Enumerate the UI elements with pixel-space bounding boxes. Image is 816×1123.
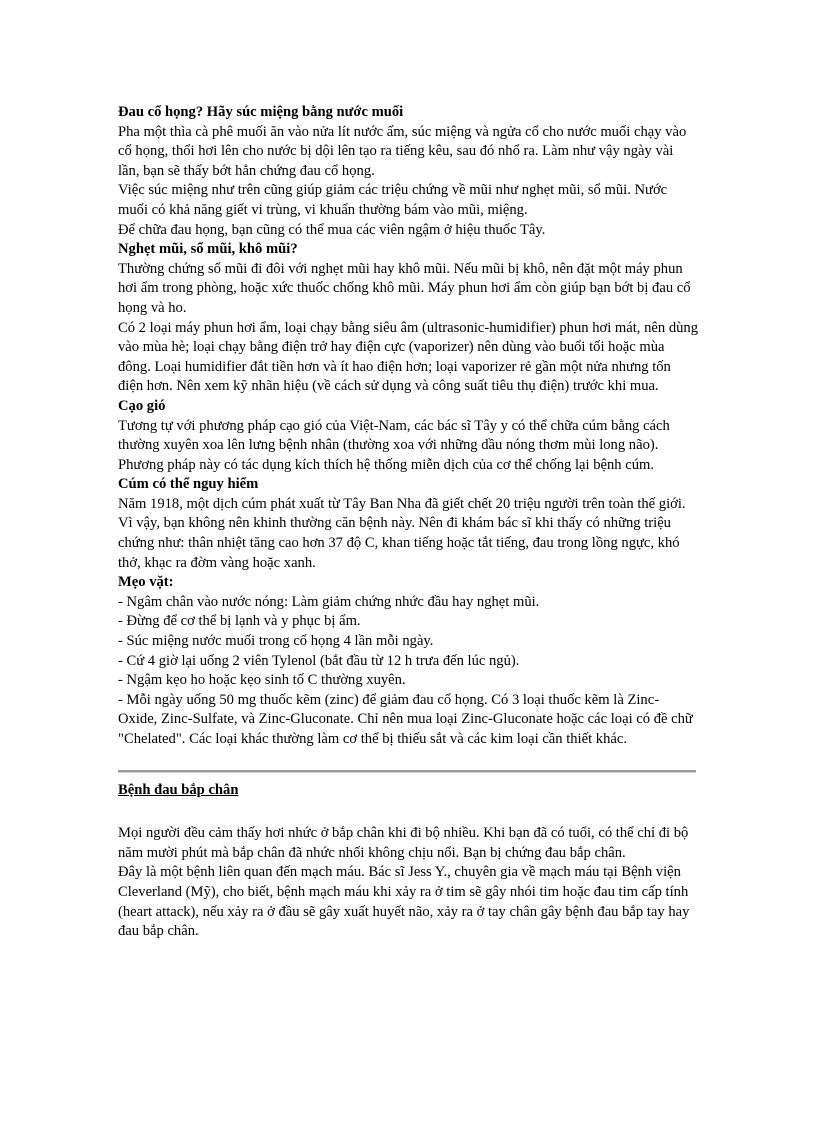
paragraph: Để chữa đau họng, bạn cũng có thể mua các viên ngậm ở hiệu thuốc Tây. xyxy=(118,221,546,238)
paragraph: Tương tự với phương pháp cạo gió của Việt-Nam, các bác sĩ Tây y có thể chữa cúm bằng cách thường xuyên xoa lên lưng bệnh nhân (thường xoa với những dầu nóng thơm mùi long não). Phương pháp này có tác dụng kích thích hệ thống miễn dịch của cơ thể chống lại bệnh cúm. xyxy=(118,417,670,473)
paragraph: Mọi người đều cảm thấy hơi nhức ở bắp chân khi đi bộ nhiều. Khi bạn đã có tuổi, có thể chỉ đi bộ năm mười phút mà bắp chân đã nhức nhối không chịu nổi. Bạn bị chứng đau bắp chân. xyxy=(118,825,689,861)
paragraph: Pha một thìa cà phê muối ăn vào nửa lít nước ấm, súc miệng và ngửa cổ cho nước muối chạy vào cổ họng, thổi hơi lên cho nước bị dội lên tạo ra tiếng kêu, sau đó nhổ ra. Làm như vậy ngày vài lần, bạn sẽ thấy bớt hẳn chứng đau cổ họng. xyxy=(118,123,687,179)
horizontal-divider xyxy=(118,770,696,773)
section-title-calf-pain: Bệnh đau bắp chân xyxy=(118,781,239,798)
paragraph: Có 2 loại máy phun hơi ẩm, loại chạy bằng siêu âm (ultrasonic-humidifier) phun hơi mát, nên dùng vào mùa hè; loại chạy bằng điện trở hay điện cực (vaporizer) nên dùng vào buổi tối hoặc mùa đông. Loại humidifier đắt tiền hơn và ít hao điện hơn; loại vaporizer rẻ gần một nửa nhưng tốn điện hơn. Nên xem kỹ nhãn hiệu (về cách sử dụng và công suất tiêu thụ điện) trước khi mua. xyxy=(118,319,699,395)
list-item: - Ngậm kẹo ho hoặc kẹo sinh tố C thường xuyên. xyxy=(118,672,406,689)
heading-flu-danger: Cúm có thể nguy hiểm xyxy=(118,476,259,493)
heading-stuffy-nose: Nghẹt mũi, sổ mũi, khô mũi? xyxy=(118,241,298,258)
paragraph: Đây là một bệnh liên quan đến mạch máu. Bác sĩ Jess Y., chuyên gia về mạch máu tại Bệnh viện Cleverland (Mỹ), cho biết, bệnh mạch máu khi xảy ra ở tim sẽ gây nhói tim hoặc đau tim cấp tính (heart attack), nếu xảy ra ở đầu sẽ gây xuất huyết não, xảy ra ở tay chân gây bệnh đau bắp tay hay đau bắp chân. xyxy=(118,864,690,940)
list-item: - Đừng để cơ thể bị lạnh và y phục bị ẩm. xyxy=(118,613,361,630)
list-item: - Cứ 4 giờ lại uống 2 viên Tylenol (bắt đầu từ 12 h trưa đến lúc ngủ). xyxy=(118,652,520,669)
document-page xyxy=(118,103,698,942)
list-item: - Súc miệng nước muối trong cổ họng 4 lần mỗi ngày. xyxy=(118,633,434,650)
list-item: - Mỗi ngày uống 50 mg thuốc kẽm (zinc) để giảm đau cổ họng. Có 3 loại thuốc kẽm là Zinc-Oxide, Zinc-Sulfate, và Zinc-Gluconate. Chỉ nên mua loại Zinc-Gluconate hoặc các loại có đề chữ "Chelated". Các loại khác thường làm cơ thể bị thiếu sắt và các kim loại cần thiết khác. xyxy=(118,691,693,747)
heading-cao-gio: Cạo gió xyxy=(118,397,166,414)
heading-tips: Mẹo vặt: xyxy=(118,574,174,591)
paragraph: Thường chứng sổ mũi đi đôi với nghẹt mũi hay khô mũi. Nếu mũi bị khô, nên đặt một máy phun hơi ẩm trong phòng, hoặc xức thuốc chống khô mũi. Máy phun hơi ẩm còn giúp bạn bớt bị đau cổ họng và ho. xyxy=(118,260,691,316)
heading-sore-throat: Đau cổ họng? Hãy súc miệng bằng nước muối xyxy=(118,104,404,120)
list-item: - Ngâm chân vào nước nóng: Làm giảm chứng nhức đầu hay nghẹt mũi. xyxy=(118,593,540,610)
paragraph: Việc súc miệng như trên cũng giúp giảm các triệu chứng về mũi như nghẹt mũi, sổ mũi. Nước muối có khả năng giết vi trùng, vi khuẩn thường bám vào mũi, miệng. xyxy=(118,182,668,218)
paragraph: Năm 1918, một dịch cúm phát xuất từ Tây Ban Nha đã giết chết 20 triệu người trên toàn thế giới. Vì vậy, bạn không nên khinh thường căn bệnh này. Nên đi khám bác sĩ khi thấy có những triệu chứng như: thân nhiệt tăng cao hơn 37 độ C, khan tiếng hoặc tắt tiếng, đau trong lồng ngực, khó thở, khạc ra đờm vàng hoặc xanh. xyxy=(118,495,686,571)
